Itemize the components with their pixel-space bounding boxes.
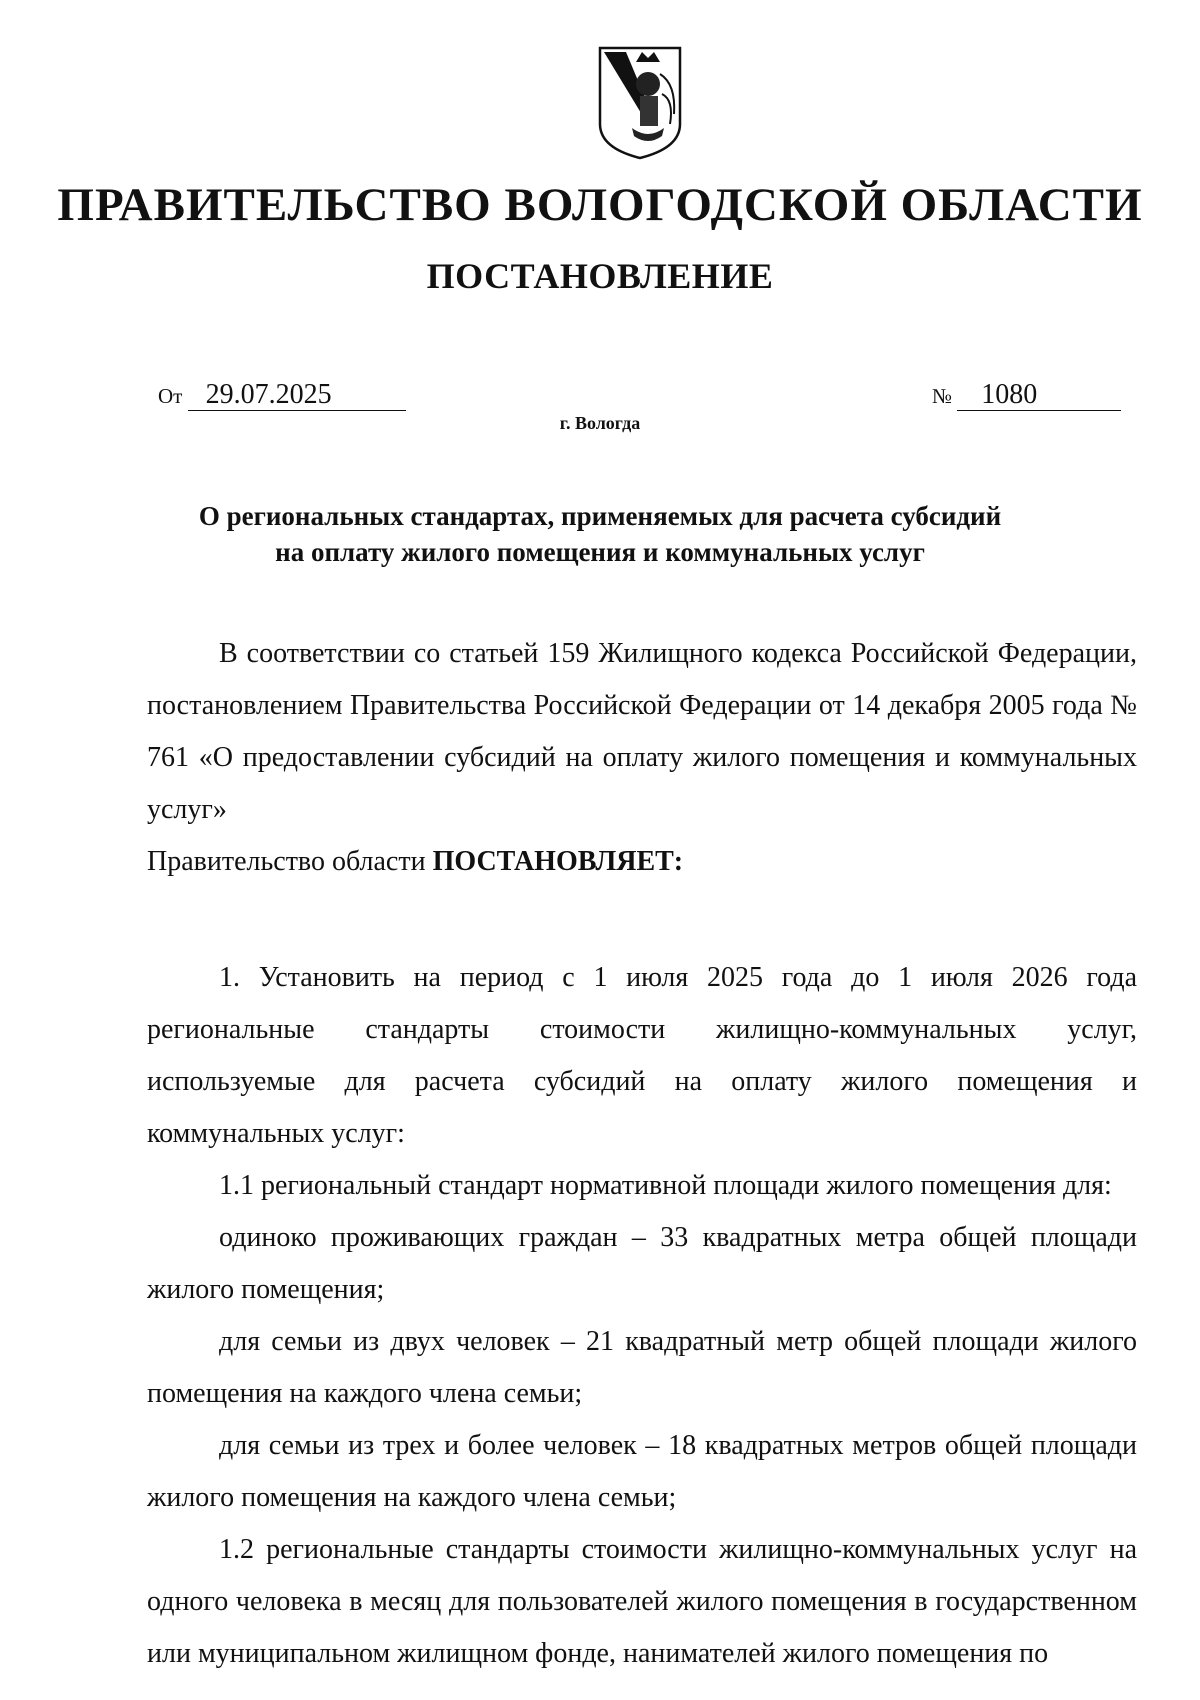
document-body [147, 628, 1137, 1680]
paragraph-1-1: 1.1 региональный стандарт нормативной площади жилого помещения для: [219, 1170, 1112, 1201]
decree-word: ПОСТАНОВЛЯЕТ: [432, 846, 684, 877]
title-line-1: О региональных стандартах, применяемых для расчета субсидий [198, 501, 1002, 531]
paragraph-single: одиноко проживающих граждан – 33 квадратных метра общей площади жилого помещения; [147, 1222, 1137, 1305]
decree-line [147, 836, 1137, 888]
document-type: ПОСТАНОВЛЕНИЕ [426, 256, 774, 296]
preamble: В соответствии со статьей 159 Жилищного кодекса Российской Федерации, постановлением Правительства Российской Федерации от 14 декабря 2005 года № 761 «О предоставлении субсидий на оплату жилого помещения и коммунальных услуг» [147, 638, 1137, 825]
document-date: 29.07.2025 [188, 380, 406, 411]
document-number: 1080 [957, 380, 1121, 411]
paragraph-family-three: для семьи из трех и более человек – 18 квадратных метров общей площади жилого помещения на каждого члена семьи; [147, 1430, 1137, 1513]
paragraph-1: 1. Установить на период с 1 июля 2025 года до 1 июля 2026 года региональные стандарты стоимости жилищно-коммунальных услуг, используемые для расчета субсидий на оплату жилого помещения и коммунальных услуг: [147, 962, 1137, 1149]
number-label: № [932, 384, 953, 408]
paragraph-family-two: для семьи из двух человек – 21 квадратный метр общей площади жилого помещения на каждого члена семьи; [147, 1326, 1137, 1409]
document-title [0, 498, 1200, 570]
city: г. Вологда [559, 413, 641, 433]
coat-of-arms-icon [596, 44, 684, 160]
from-label: От [158, 384, 183, 408]
title-line-2: на оплату жилого помещения и коммунальных услуг [275, 537, 925, 567]
decree-prefix: Правительство области [147, 846, 433, 877]
number-field [932, 380, 1121, 411]
date-field [158, 380, 406, 411]
paragraph-1-2: 1.2 региональные стандарты стоимости жилищно-коммунальных услуг на одного человека в месяц для пользователей жилого помещения в государственном или муниципальном жилищном фонде, нанимателей жилого помещения по [147, 1534, 1137, 1669]
government-name: ПРАВИТЕЛЬСТВО ВОЛОГОДСКОЙ ОБЛАСТИ [57, 179, 1143, 231]
